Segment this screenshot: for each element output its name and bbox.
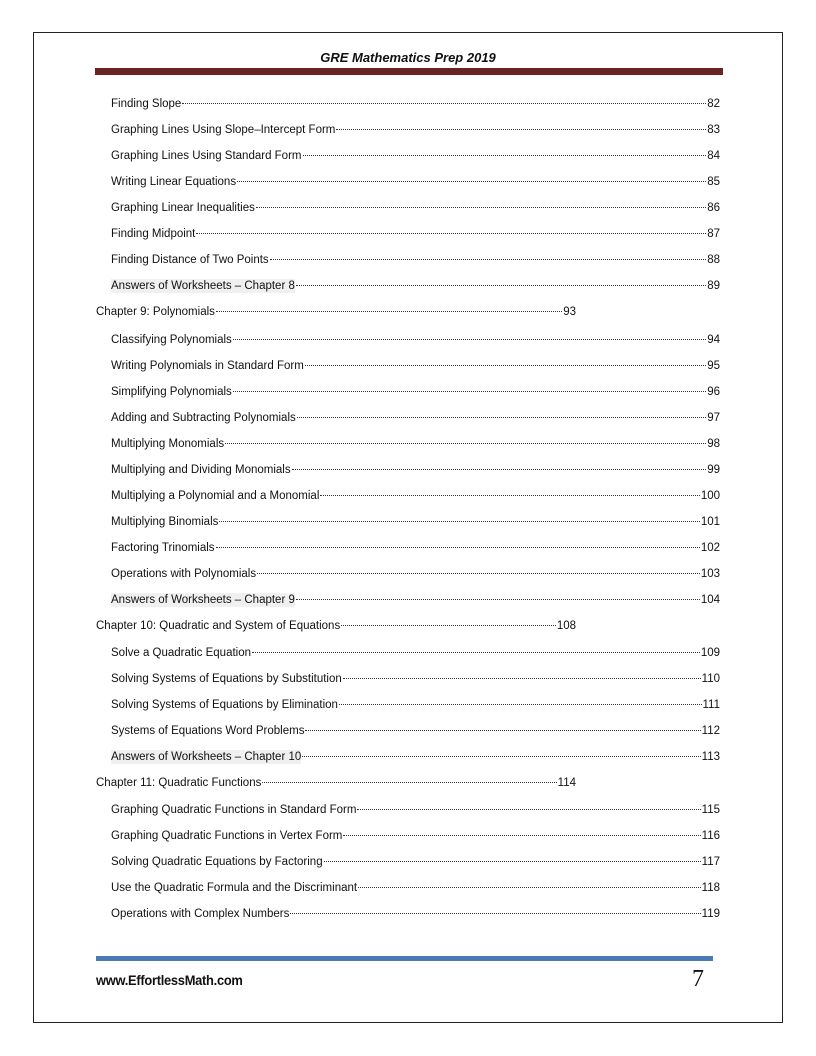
toc-entry-page: 103: [700, 568, 720, 580]
dot-leader: [219, 521, 699, 522]
toc-entry[interactable]: [111, 227, 720, 241]
toc-entry-page: 102: [700, 542, 720, 554]
toc-entry[interactable]: [111, 279, 720, 293]
toc-entry-title: Adding and Subtracting Polynomials: [111, 412, 296, 424]
toc-entry[interactable]: [111, 97, 720, 111]
toc-entry-title: Finding Distance of Two Points: [111, 254, 269, 266]
dot-leader: [296, 285, 706, 286]
dot-leader: [182, 103, 706, 104]
toc-entry[interactable]: [111, 489, 720, 503]
dot-leader: [233, 391, 706, 392]
toc-entry-title: Use the Quadratic Formula and the Discriminant: [111, 882, 358, 894]
dot-leader: [216, 547, 700, 548]
toc-entry-page: 104: [700, 594, 720, 606]
toc-entry-page: 96: [707, 386, 720, 398]
toc-entry-title: Chapter 10: Quadratic and System of Equations: [96, 620, 341, 632]
dot-leader: [339, 704, 702, 705]
toc-entry[interactable]: [111, 463, 720, 477]
toc-entry-title: Solving Quadratic Equations by Factoring: [111, 856, 323, 868]
dot-leader: [343, 835, 700, 836]
toc-entry-title: Solving Systems of Equations by Substitution: [111, 673, 342, 685]
toc-entry[interactable]: [111, 803, 720, 817]
toc-entry-page: 115: [701, 804, 720, 816]
toc-entry[interactable]: [111, 672, 720, 686]
toc-entry[interactable]: [111, 881, 720, 895]
toc-entry-page: 110: [701, 673, 720, 685]
toc-entry[interactable]: [111, 437, 720, 451]
toc-entry-page: 83: [707, 124, 720, 136]
toc-entry[interactable]: [111, 750, 720, 764]
dot-leader: [216, 311, 562, 312]
toc-entry-title: Chapter 11: Quadratic Functions: [96, 777, 262, 789]
toc-entry-page: 108: [556, 620, 576, 632]
toc-entry[interactable]: [111, 359, 720, 373]
toc-entry-page: 86: [707, 202, 720, 214]
toc-entry-title: Systems of Equations Word Problems: [111, 725, 305, 737]
dot-leader: [292, 469, 707, 470]
toc-entry-page: 89: [707, 280, 720, 292]
toc-entry-title: Chapter 9: Polynomials: [96, 306, 215, 318]
toc-entry-title: Finding Midpoint: [111, 228, 196, 240]
toc-entry[interactable]: [111, 593, 720, 607]
toc-entry[interactable]: [111, 646, 720, 660]
dot-leader: [320, 495, 699, 496]
toc-entry[interactable]: [111, 907, 720, 921]
toc-entry-title: Solve a Quadratic Equation: [111, 647, 252, 659]
toc-entry-page: 119: [701, 908, 720, 920]
toc-entry-page: 94: [707, 334, 720, 346]
footer-website: www.EffortlessMath.com: [96, 972, 243, 988]
toc-entry[interactable]: [111, 253, 720, 267]
toc-entry-page: 113: [701, 751, 720, 763]
toc-entry-title: Simplifying Polynomials: [111, 386, 232, 398]
toc-entry-page: 87: [707, 228, 720, 240]
toc-chapter-heading[interactable]: [96, 305, 576, 319]
dot-leader: [262, 782, 556, 783]
toc-entry-page: 112: [701, 725, 720, 737]
toc-entry[interactable]: [111, 385, 720, 399]
toc-entry-page: 111: [702, 699, 720, 711]
toc-entry-page: 114: [557, 777, 576, 789]
toc-entry-title: Graphing Linear Inequalities: [111, 202, 255, 214]
page-number: 7: [692, 966, 704, 992]
toc-entry-title: Multiplying Monomials: [111, 438, 225, 450]
dot-leader: [336, 129, 706, 130]
toc-entry-title: Solving Systems of Equations by Elimination: [111, 699, 338, 711]
toc-entry-title: Factoring Trinomials: [111, 542, 215, 554]
toc-entry-title: Answers of Worksheets – Chapter 10: [111, 751, 302, 763]
toc-chapter-heading[interactable]: [96, 776, 576, 790]
dot-leader: [358, 887, 701, 888]
dot-leader: [196, 233, 706, 234]
toc-entry[interactable]: [111, 567, 720, 581]
toc-entry[interactable]: [111, 201, 720, 215]
dot-leader: [225, 443, 706, 444]
toc-entry-page: 88: [707, 254, 720, 266]
toc-entry[interactable]: [111, 698, 720, 712]
toc-entry-title: Graphing Lines Using Slope–Intercept Form: [111, 124, 336, 136]
toc-entry[interactable]: [111, 175, 720, 189]
footer-divider: [96, 956, 713, 961]
toc-entry-title: Graphing Quadratic Functions in Vertex Form: [111, 830, 343, 842]
dot-leader: [324, 861, 701, 862]
dot-leader: [256, 207, 706, 208]
toc-entry-page: 99: [707, 464, 720, 476]
toc-entry-title: Classifying Polynomials: [111, 334, 232, 346]
dot-leader: [237, 181, 706, 182]
toc-entry-page: 95: [707, 360, 720, 372]
toc-entry-title: Operations with Complex Numbers: [111, 908, 290, 920]
dot-leader: [302, 756, 700, 757]
toc-entry-page: 85: [707, 176, 720, 188]
toc-entry-title: Writing Polynomials in Standard Form: [111, 360, 304, 372]
toc-chapter-heading[interactable]: [96, 619, 576, 633]
dot-leader: [290, 913, 700, 914]
toc-entry-page: 98: [707, 438, 720, 450]
dot-leader: [252, 652, 700, 653]
toc-entry[interactable]: [111, 123, 720, 137]
toc-entry-page: 97: [707, 412, 720, 424]
toc-entry-page: 82: [707, 98, 720, 110]
toc-entry-page: 100: [700, 490, 720, 502]
toc-entry-title: Finding Slope: [111, 98, 182, 110]
toc-entry-title: Multiplying Binomials: [111, 516, 219, 528]
toc-entry[interactable]: [111, 149, 720, 163]
toc-entry[interactable]: [111, 411, 720, 425]
dot-leader: [233, 339, 706, 340]
toc-entry-page: 117: [701, 856, 720, 868]
toc-entry-title: Writing Linear Equations: [111, 176, 237, 188]
dot-leader: [270, 259, 707, 260]
dot-leader: [305, 730, 700, 731]
dot-leader: [296, 599, 700, 600]
toc-entry[interactable]: [111, 515, 720, 529]
toc-entry-page: 101: [700, 516, 720, 528]
dot-leader: [341, 625, 556, 626]
toc-entry[interactable]: [111, 541, 720, 555]
toc-entry[interactable]: [111, 724, 720, 738]
toc-entry-page: 116: [701, 830, 720, 842]
toc-entry-title: Answers of Worksheets – Chapter 8: [111, 280, 295, 292]
dot-leader: [305, 365, 706, 366]
toc-entry[interactable]: [111, 829, 720, 843]
toc-entry-page: 109: [700, 647, 720, 659]
toc-entry-title: Multiplying and Dividing Monomials: [111, 464, 291, 476]
dot-leader: [303, 155, 707, 156]
toc-entry-title: Answers of Worksheets – Chapter 9: [111, 594, 295, 606]
toc-entry-title: Operations with Polynomials: [111, 568, 257, 580]
dot-leader: [297, 417, 706, 418]
dot-leader: [257, 573, 700, 574]
toc-entry[interactable]: [111, 855, 720, 869]
running-header-title: GRE Mathematics Prep 2019: [320, 50, 496, 65]
toc-entry-page: 93: [563, 306, 576, 318]
toc-entry-page: 84: [707, 150, 720, 162]
toc-entry-title: Graphing Lines Using Standard Form: [111, 150, 302, 162]
toc-entry-title: Graphing Quadratic Functions in Standard Form: [111, 804, 357, 816]
toc-entry-page: 118: [701, 882, 720, 894]
dot-leader: [357, 809, 700, 810]
dot-leader: [343, 678, 701, 679]
toc-entry-title: Multiplying a Polynomial and a Monomial: [111, 490, 320, 502]
toc-entry[interactable]: [111, 333, 720, 347]
